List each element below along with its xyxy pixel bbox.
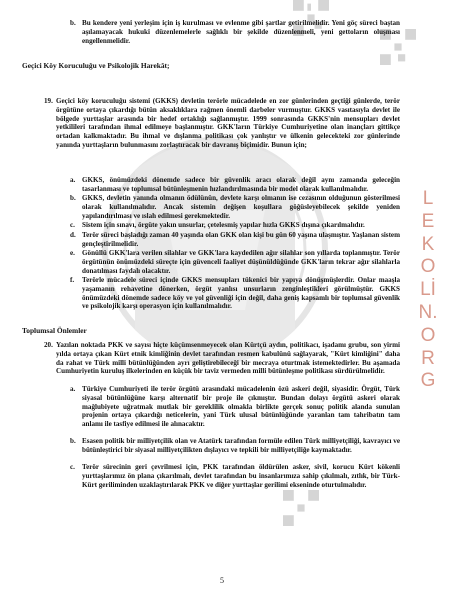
- list-item-text: GKKS, önümüzdeki dönemde sadece bir güvenlik aracı olarak değil aynı zamanda geleceğin tasarlanması ve toplumsal bütünleşmenin hızlandırılmasında bir model olarak kullanılmalıdır.: [82, 176, 400, 193]
- list-label: b.: [70, 19, 76, 27]
- list-label: c.: [70, 221, 75, 229]
- paragraph-text: Geçici köy koruculuğu sistemi (GKKS) devletin terörle mücadelede en zor günlerinden geçtiği günlerde, terör örgütüne ortaya çıkardığı bütün aksaklıklara rağmen önemli darbeler vurmuştur. GKKS vasıtasıyla devlet ile bölgede yurttaşlar arasında bir hedef ortaklığı sağlanmıştır. 1999 sonrasında GKKS'nin mensupları devlet yetkilileri tarafından ihmal edilmeye başlanmıştır. GKK'ların Türkiye Cumhuriyetine olan inançları gittikçe ortadan kalkmaktadır. Bu ihmal ve dışlanma politikası çok yanlıştır ve ülkenin gelecekteki zor günlerinde yanında yurttaşların bulunmasını zorlaştıracak bir davranış biçimidir. Bunun için;: [56, 97, 400, 149]
- list-item-text: Bu kendere yeni yerleşim için iş kurulması ve evlenme gibi şartlar getirilmelidir. Yeni göç süreci baştan aşılamayacak hukuki düzenlemelerle sağlıklı bir şekilde düzenlenmeli, yeni gettoların oluşması engellenmelidir.: [82, 19, 400, 45]
- list-item-text: Terörle mücadele süreci içinde GKKS mensupları tükenici bir yapıya dönüşmüşlerdir. Onlar maaşla yaşamanın rehavetine dönerken, örgüt yanlısı unsurların zenginleştikleri görülmüştür. GKKS önümüzdeki dönemde sadece köy ve yol güvenliği için değil, daha geniş kapsamlı bir toplumsal güvenlik ve psikolojik karşı operasyon için kullanılmalıdır.: [82, 276, 400, 311]
- qr-code-icon: [283, 490, 319, 526]
- list-label: e.: [70, 249, 75, 257]
- paragraph-number: 19.: [44, 97, 53, 105]
- paragraph-number: 20.: [44, 341, 53, 349]
- list-item-text: Türkiye Cumhuriyeti ile terör örgütü arasındaki mücadelenin özü askeri değil, siyasidir. Örgüt, Türk siyasal bütünlüğüne karşı alternatif bir proje ile çıkmıştır. Bundan dolayı örgütü askeri olarak mağlubiyete uğratmak mutlak bir gereklilik olmakla birlikte gerçek sonuç politik alanda sunulan projenin ortaya çıkardığı neticelerin, yani Türk ulusal bütünlüğünde yaranlan tam tahribatın tam anlamı ile tasfiye edilmesi ile alınacaktır.: [82, 385, 400, 428]
- list-label: a.: [70, 385, 76, 393]
- list-item-text: Gönüllü GKK'lara verilen silahlar ve GKK'lara kaydedilen ağır silahlar son yıllarda toplanmıştır. Terör örgütünün önümüzdeki süreçte için güvenceli faaliyet düşünüldüğünde GKK'ların tekrar ağır silahlarla donatılması faydalı olacaktır.: [82, 249, 400, 275]
- list-label: c.: [70, 463, 75, 471]
- list-label: b.: [70, 437, 76, 445]
- list-label: b.: [70, 194, 76, 202]
- section-heading: Geçici Köy Koruculuğu ve Psikolojik Harekât;: [22, 61, 170, 70]
- list-item-text: Sistem için sınavı, örgüte yakın unsurlar, çetelesmiş yapılar hızla GKKS dışına çıkarılmalıdır.: [82, 221, 365, 229]
- paragraph-text: Yazılan noktada PKK ve sayısı hiçte küçümsenmeyecek olan Kürtçü aydın, politikacı, işadamı grubu, son yirmi yılda ortaya çıkan Kürt etnik kimliğinin devlet tarafından resmen kabulünü sağlayarak, "Kürt kimliğini" daha da rahat ve Türk milli bütünlüğünden ayrı geliştirebileceği bir mecraya oturtmak istemektedirler. Bu aşamada Cumhuriyetin kuruluş ilkelerinden en küçük bir taviz vermeden milli bütünleşme politikası sürdürülmelidir.: [56, 341, 400, 376]
- page-number: 5: [220, 576, 224, 585]
- list-label: a.: [70, 176, 76, 184]
- section-heading: Toplumsal Önlemler: [22, 326, 87, 335]
- list-item-text: GKKS, devletin yanında olmanın ödülünün, devlete karşı olmanın ise cezasının olduğunun gösterilmesi olarak kullanılmalıdır. Ancak sistemin değişen koşullara göğüsleyebilecek şekilde yeniden yapılandırılması ve ıslah edilmesi gerekmektedir.: [82, 194, 400, 220]
- list-item-text: Esasen politik bir milliyetçilik olan ve Atatürk tarafından formüle edilen Türk milliyetçiliği, kavrayıcı ve bütünleştirici bir siyasal milliyetçilikten dışlayıcı ve tepkili bir milliyetçiliğe kaymaktadır.: [82, 437, 400, 454]
- list-label: f.: [70, 276, 75, 284]
- list-item-text: Terör sürecinin geri çevrilmesi için, PKK tarafından öldürülen asker, sivil, korucu Kürt kökenli yurttaşlarımız ön plana çıkarılmalı, devlet tarafından bu insanlarımıza sahip çıkılmalı, zıtlık, bir Türk-Kürt geriliminden uzaklaştırılarak PKK ve diğer yurttaşlar gerilimi ekseninde oturtulmalıdır.: [82, 463, 400, 489]
- list-label: d.: [70, 231, 76, 239]
- list-item-text: Terör süreci başladığı zaman 40 yaşında olan GKK olan kişi bu gün 60 yaşına ulaşmıştır. Yaşlanan sistem gençleştirilmelidir.: [82, 231, 400, 248]
- watermark: LEKOLİN.ORG: [418, 188, 438, 392]
